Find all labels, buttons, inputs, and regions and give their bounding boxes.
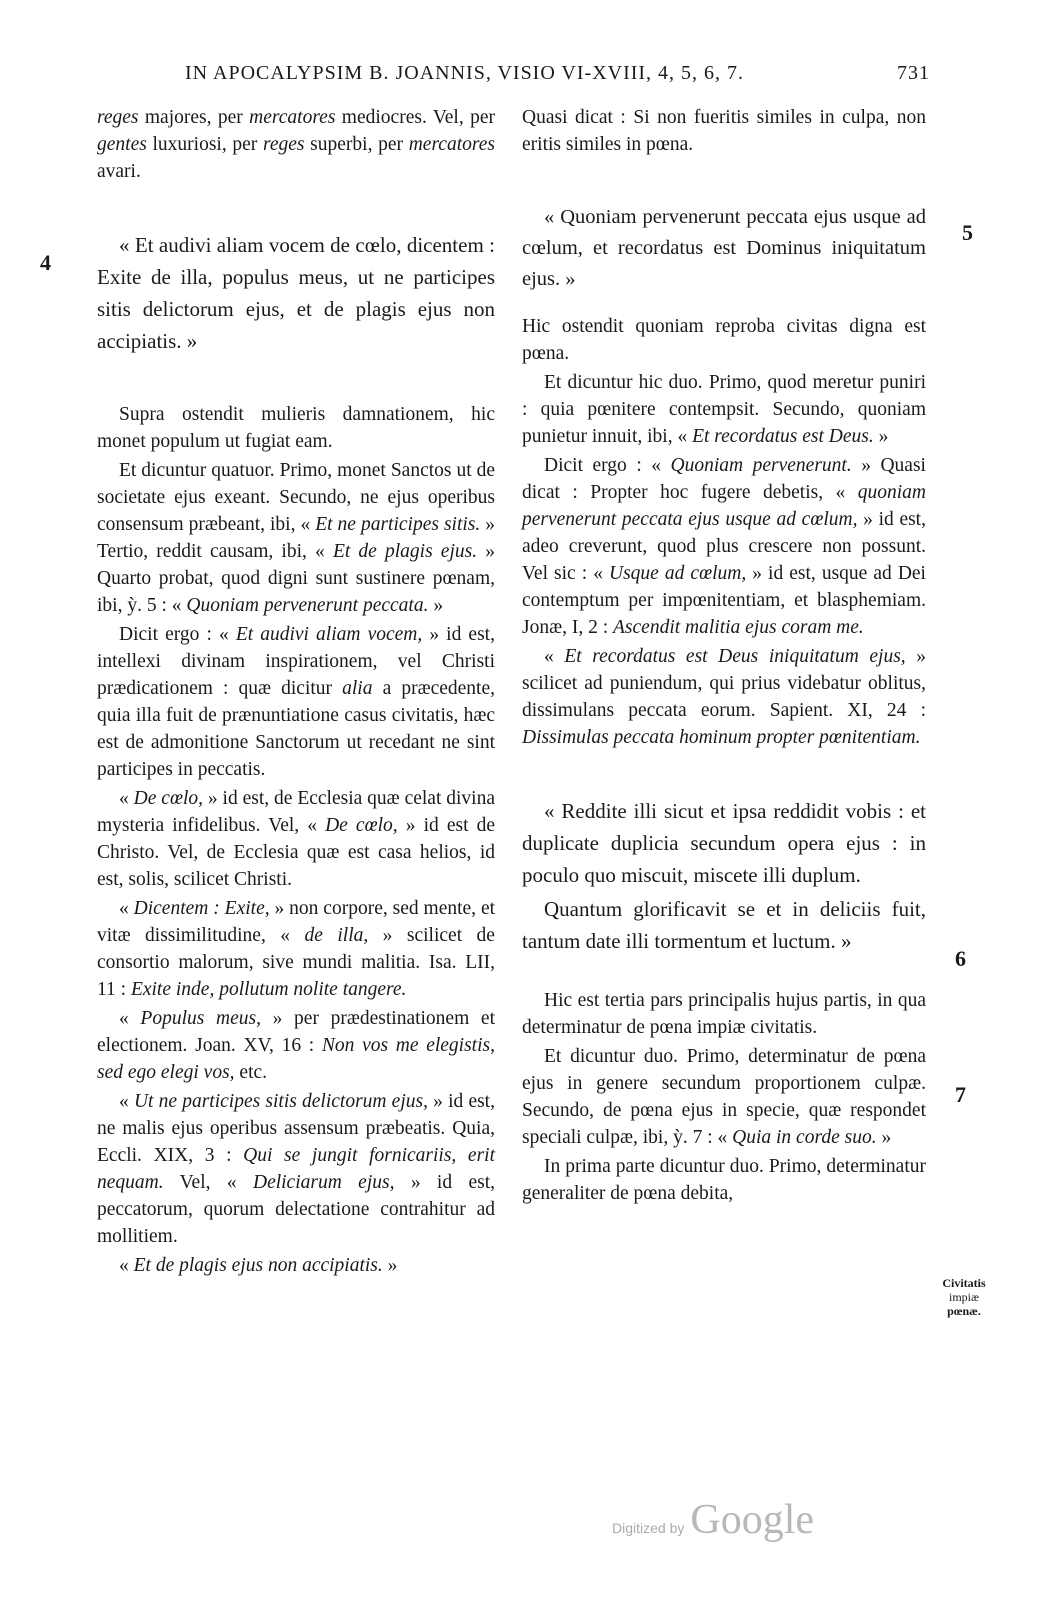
paragraph: Hic ostendit quoniam reproba civitas digna est pœna.	[522, 316, 926, 364]
right-column	[522, 104, 926, 1209]
paragraph: « Et de plagis ejus non accipiatis. »	[119, 1255, 398, 1276]
google-logo: Google	[690, 1497, 815, 1543]
left-column	[97, 104, 495, 1281]
margin-note-line: pœnæ.	[947, 1304, 981, 1318]
paragraph: Et dicuntur hic duo. Primo, quod meretur puniri : quia pœnitere contempsit. Secundo, quoniam punietur innuit, ibi, « Et recordatus est Deus. »	[522, 372, 926, 447]
paragraph: Dicit ergo : « Quoniam pervenerunt. » Quasi dicat : Propter hoc fugere debetis, « quoniam pervenerunt peccata ejus usque ad cœlum, » id est, adeo creverunt, quod plus crescere non possunt. Vel sic : « Usque ad cœlum, » id est, usque ad Dei contemptum per impœnitentiam, et blasphemiam. Jonæ, I, 2 : Ascendit malitia ejus coram me.	[522, 455, 926, 638]
paragraph: Dicit ergo : « Et audivi aliam vocem, » id est, intellexi divinam inspirationem, vel Christi prædicationem : quæ dicitur alia a præcedente, quia illa fuit de prænuntiatione casus civitatis, hæc est de admonitione Sanctorum ut recedant ne sint participes in peccatis.	[97, 624, 495, 780]
digitized-by-text: Digitized by	[612, 1520, 685, 1536]
paragraph: « Et recordatus est Deus iniquitatum ejus, » scilicet ad puniendum, qui prius videbatur oblitus, dissimulans peccata eorum. Sapient. XI, 24 : Dissimulas peccata hominum propter pœnitentiam.	[522, 646, 927, 748]
paragraph: Et dicuntur duo. Primo, determinatur de pœna ejus in genere secundum proportionem culpæ. Secundo, de pœna ejus in specie, quæ respondet speciali culpæ, ibi, ỳ. 7 : « Quia in corde suo. »	[522, 1046, 926, 1148]
paragraph: In prima parte dicuntur duo. Primo, determinatur generaliter de pœna debita,	[522, 1156, 926, 1204]
paragraph: Hic est tertia pars principalis hujus partis, in qua determinatur de pœna impiæ civitatis.	[522, 990, 926, 1038]
paragraph: « Ut ne participes sitis delictorum ejus, » id est, ne malis ejus operibus assensum præbeatis. Quia, Eccli. XIX, 3 : Qui se jungit fornicariis, erit nequam. Vel, « Deliciarum ejus, » id est, peccatorum, quorum delectatione contrahitur ad mollitiem.	[97, 1091, 495, 1247]
page-number: 731	[897, 62, 930, 84]
margin-note	[930, 1276, 998, 1318]
paragraph: reges majores, per mercatores mediocres. Vel, per gentes luxuriosi, per reges superbi, per mercatores avari.	[97, 107, 495, 182]
paragraph: Supra ostendit mulieris damnationem, hic monet populum ut fugiat eam.	[97, 404, 495, 452]
verse-number-7: 7	[955, 1082, 966, 1107]
scripture-verse-7: Quantum glorificavit se et in deliciis fuit, tantum date illi tormentum et luctum. »	[522, 897, 926, 953]
running-header	[185, 62, 930, 85]
paragraph: Quasi dicat : Si non fueritis similes in culpa, non eritis similes in pœna.	[522, 107, 926, 155]
verse-number-6: 6	[955, 946, 966, 971]
paragraph: « Dicentem : Exite, » non corpore, sed mente, et vitæ dissimilitudine, « de illa, » scilicet de consortio malorum, sive mundi malitia. Isa. LII, 11 : Exite inde, pollutum nolite tangere.	[97, 898, 496, 1000]
running-title: IN APOCALYPSIM B. JOANNIS, VISIO VI-XVIII, 4, 5, 6, 7.	[185, 62, 745, 84]
margin-note-line: impiæ	[948, 1290, 979, 1304]
verse-number-5: 5	[962, 220, 973, 245]
verse-number-4: 4	[40, 250, 51, 275]
paragraph: « Populus meus, » per prædestinationem et electionem. Joan. XV, 16 : Non vos me elegistis, sed ego elegi vos, etc.	[97, 1008, 495, 1083]
scripture-verse-5: « Quoniam pervenerunt peccata ejus usque ad cœlum, et recordatus est Dominus iniquitatum ejus. »	[522, 206, 926, 290]
paragraph: « De cœlo, » id est, de Ecclesia quæ celat divina mysteria infidelibus. Vel, « De cœlo, » id est de Christo. Vel, de Ecclesia quæ est casa helios, id est, solis, scilicet Christi.	[97, 788, 495, 890]
paragraph: Et dicuntur quatuor. Primo, monet Sanctos ut de societate ejus exeant. Secundo, ne ejus operibus consensum præbeant, ibi, « Et ne participes sitis. » Tertio, reddit causam, ibi, « Et de plagis ejus. » Quarto probat, quod digni sunt sustinere pœnam, ibi, ỳ. 5 : « Quoniam pervenerunt peccata. »	[97, 460, 496, 616]
digitization-watermark	[612, 1496, 814, 1544]
scripture-verse-4: « Et audivi aliam vocem de cœlo, dicentem : Exite de illa, populus meus, ut ne participes sitis delictorum ejus, et de plagis ejus non accipiatis. »	[97, 233, 495, 353]
scripture-verse-6: « Reddite illi sicut et ipsa reddidit vobis : et duplicate duplicia secundum opera ejus : in poculo quo miscuit, miscete illi duplum.	[522, 799, 926, 887]
margin-note-line: Civitatis	[942, 1276, 986, 1290]
